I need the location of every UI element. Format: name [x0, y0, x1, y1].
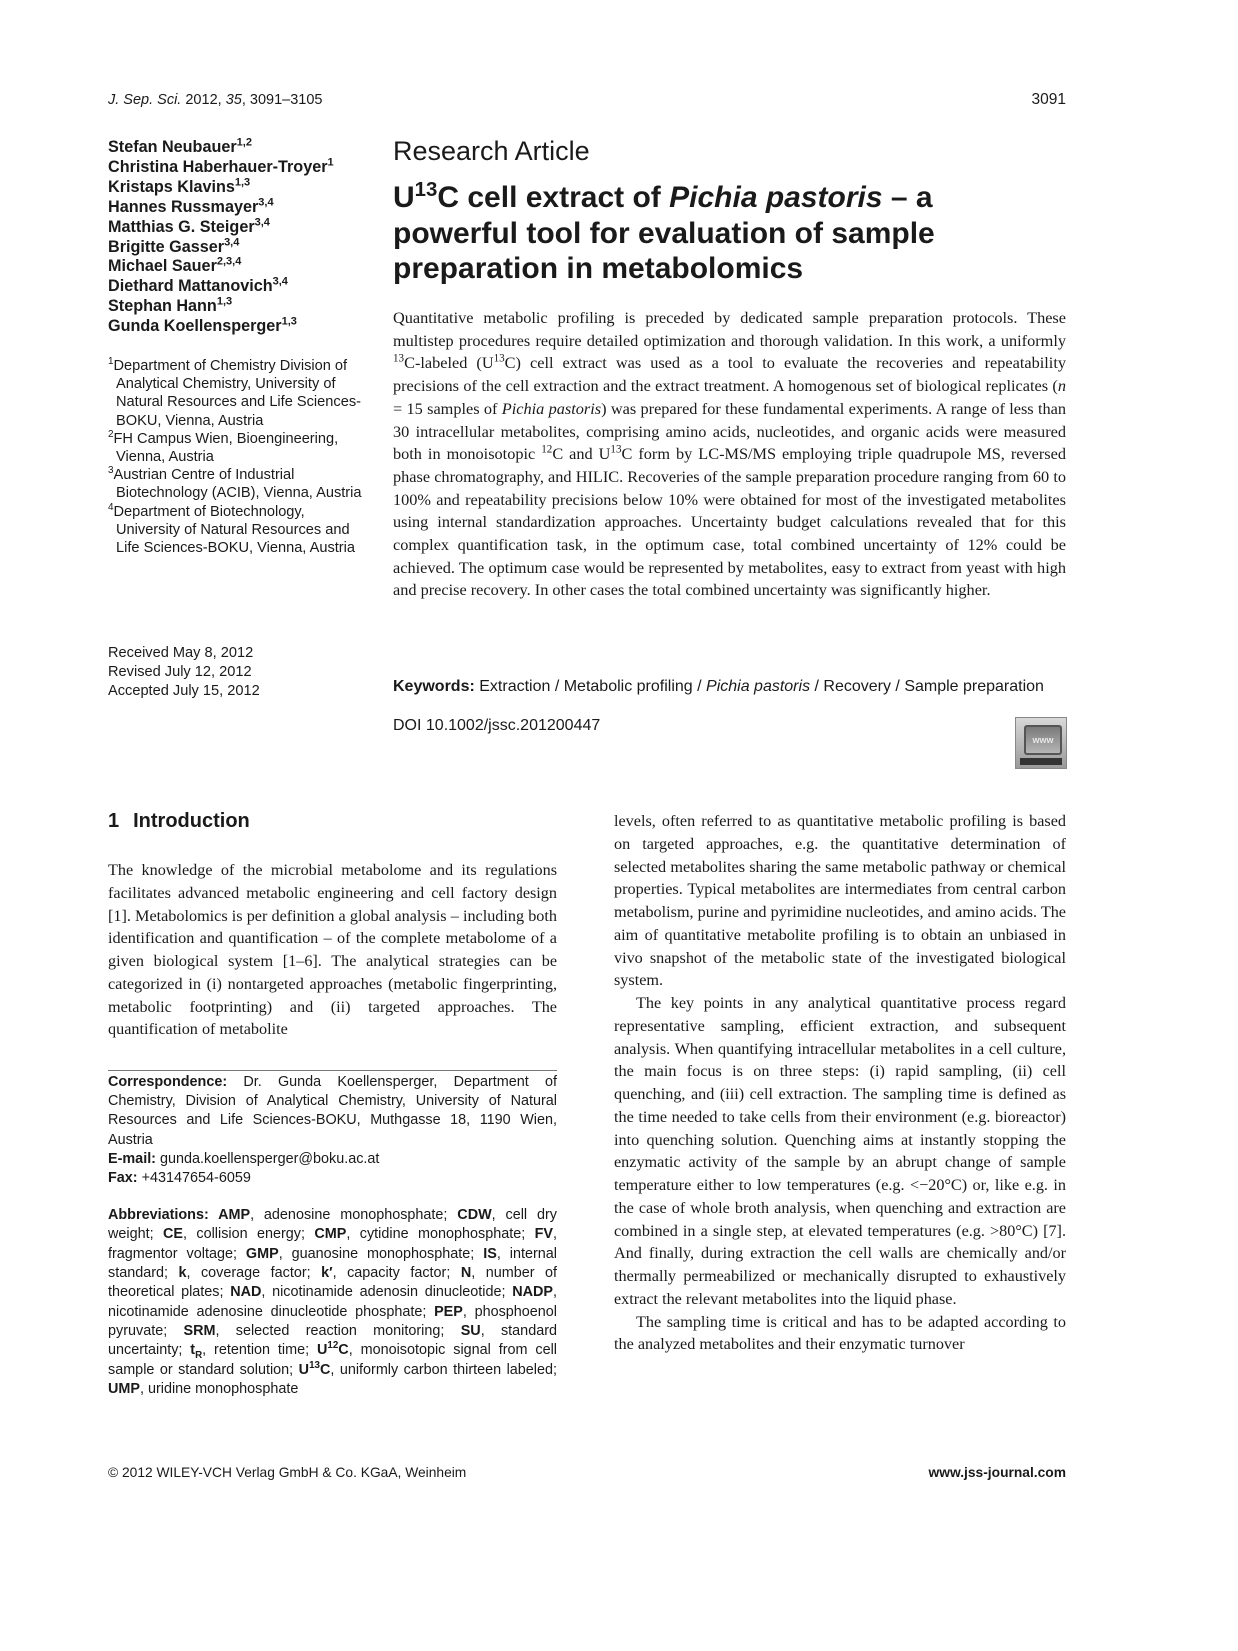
paragraph: [108, 859, 557, 1041]
text-run: 1,3: [281, 315, 297, 328]
abstract: [393, 307, 1066, 602]
text-run: Matthias G. Steiger: [108, 217, 255, 236]
text-run: ) was prepared for these fundamental experiments. A range of less than 30 intracellular metabolites, comprising amino acids, nucleotides, and organic acids were measured both in monoisotopic: [393, 398, 1066, 464]
text-run: 1,3: [216, 295, 233, 308]
text-run: The knowledge of the microbial metabolome and its regulations facilitates advanced metabolic engineering and cell factory design [1]. Metabolomics is per definition a global analysis – including both identification and quantification – of the complete metabolome of a given biological system [1–6]. The analytical strategies can be categorized in (i) nontargeted approaches (metabolic fingerprinting, metabolic footprinting) and (ii) targeted approaches. The quantification of metabolite: [108, 861, 557, 1039]
text-run: C: [319, 1361, 331, 1378]
text-run: R: [195, 1350, 203, 1362]
revised-date: Revised July 12, 2012: [108, 664, 252, 681]
text-run: IS: [483, 1245, 497, 1262]
text-run: C and U: [552, 444, 611, 464]
text-run: , standard uncertainty;: [108, 1323, 557, 1359]
text-run: J. Sep. Sci.: [108, 92, 182, 108]
text-run: N: [460, 1265, 472, 1282]
received-date: Received May 8, 2012: [108, 645, 254, 661]
paragraph: [614, 810, 1066, 992]
running-head: [108, 92, 322, 108]
text-run: Kristaps Klavins: [108, 177, 235, 196]
text-run: U: [393, 181, 415, 214]
text-run: 3,4: [224, 236, 240, 249]
text-run: , number of theoretical plates;: [108, 1265, 558, 1301]
text-run: 13: [393, 352, 405, 365]
article-title: [393, 180, 1053, 287]
text-run: C-labeled (U: [404, 353, 494, 373]
text-run: UMP: [108, 1381, 140, 1398]
text-run: , capacity factor;: [332, 1265, 461, 1282]
text-run: , fragmentor voltage;: [108, 1226, 557, 1262]
text-run: Stefan Neubauer: [108, 138, 237, 156]
keyboard-shape: [1020, 758, 1062, 765]
left-column-text: [108, 859, 557, 1041]
text-run: k: [178, 1265, 187, 1282]
text-run: 2012,: [181, 92, 226, 108]
text-run: GMP: [245, 1245, 279, 1262]
paragraph: [614, 992, 1066, 1311]
correspondence: [108, 1073, 557, 1188]
text-run: The key points in any analytical quantitative process regard representative sampling, efficient extraction, and subsequent analysis. When quantifying intracellular metabolites in a cell culture, the main focus is on three steps: (i) rapid sampling, (ii) cell quenching, and (iii) cell extraction. The sampling time is defined as the time needed to take cells from their environment (e.g. bioreactor) into quenching solution. Quenching aims at instantly stopping the enzymatic activity of the sample by an abrupt change of sample temperature either to low temperatures (e.g. <−20°C) or, like e.g. in the case of whole broth analysis, when quenching and extraction are combined in a single step, at elevated temperatures (e.g. >80°C) [7]. And finally, during extraction the cell walls are chemically and/or thermally permeabilized or mechanically disrupted to exhaustively extract the relevant metabolites into the liquid phase.: [614, 994, 1066, 1308]
text-run: , cell dry weight;: [108, 1207, 557, 1243]
text-run: Brigitte Gasser: [108, 237, 225, 256]
footnote-divider: [108, 1070, 557, 1071]
text-run: Pichia pastoris: [706, 678, 811, 695]
text-run: 1: [108, 356, 114, 368]
text-run: Extraction / Metabolic profiling /: [474, 678, 707, 695]
text-run: 2,3,4: [216, 256, 242, 269]
text-run: U: [317, 1342, 328, 1359]
www-computer-icon[interactable]: [1015, 717, 1067, 769]
text-run: 1,3: [234, 176, 251, 189]
text-run: – a powerful tool for evaluation of sample preparation in metabolomics: [393, 181, 935, 285]
text-run: 12: [541, 443, 553, 456]
text-run: 35: [225, 92, 242, 108]
text-run: gunda.koellensperger@boku.ac.at: [155, 1150, 380, 1167]
keywords: [393, 677, 1066, 697]
text-run: , cytidine monophosphate;: [346, 1226, 535, 1243]
text-run: Fax:: [108, 1170, 138, 1187]
text-run: +43147654-6059: [137, 1170, 251, 1187]
text-run: , monoisotopic signal from cell sample or standard solution;: [108, 1342, 557, 1378]
affiliations: [108, 357, 368, 557]
text-run: , selected reaction monitoring;: [215, 1323, 461, 1340]
text-run: 13: [414, 179, 438, 201]
abbreviations: [108, 1206, 557, 1399]
text-run: Stephan Hann: [108, 297, 217, 316]
affiliation: [108, 503, 368, 558]
text-run: Michael Sauer: [108, 257, 217, 276]
text-run: FH Campus Wien, Bioengineering, Vienna, Austria: [113, 430, 339, 466]
correspondence-fax: [108, 1169, 557, 1188]
text-run: Diethard Mattanovich: [108, 277, 273, 296]
text-run: PEP: [434, 1303, 463, 1320]
section-heading-introduction: [108, 810, 250, 833]
text-run: Gunda Koellensperger: [108, 317, 282, 336]
text-run: C: [338, 1342, 349, 1359]
text-run: Christina Haberhauer-Troyer: [108, 157, 328, 176]
correspondence-email[interactable]: [108, 1150, 557, 1169]
author-list: [108, 138, 334, 337]
text-run: 12: [327, 1340, 339, 1352]
affiliation: [108, 430, 368, 466]
paragraph: [614, 1311, 1066, 1357]
section-number: 1: [108, 810, 120, 832]
journal-website-link[interactable]: www.jss-journal.com: [928, 1465, 1066, 1480]
text-run: 4: [108, 501, 114, 513]
text-run: , adenosine monophosphate;: [250, 1207, 458, 1223]
author: [108, 257, 334, 277]
text-run: FV: [534, 1226, 553, 1243]
doi-link[interactable]: DOI 10.1002/jssc.201200447: [393, 717, 601, 734]
copyright: © 2012 WILEY-VCH Verlag GmbH & Co. KGaA, Weinheim: [108, 1465, 467, 1480]
page-number: 3091: [1031, 91, 1066, 108]
author: [108, 277, 334, 297]
text-run: Quantitative metabolic profiling is preceded by dedicated sample preparation protocols. These multistep procedures require detailed optimization and thorough validation. In this work, a uniformly: [393, 308, 1066, 350]
text-run: , uniformly carbon thirteen labeled;: [330, 1361, 558, 1378]
text-run: , phosphoenol pyruvate;: [108, 1303, 558, 1340]
text-run: SU: [460, 1323, 481, 1340]
text-run: NADP: [512, 1284, 553, 1301]
text-run: , nicotinamide adenosin dinucleotide;: [261, 1284, 513, 1301]
article-dates: [108, 644, 260, 702]
text-run: Hannes Russmayer: [108, 197, 259, 216]
text-run: , 3091–3105: [241, 92, 323, 108]
text-run: SRM: [183, 1323, 216, 1340]
text-run: 3,4: [272, 275, 288, 288]
text-run: , nicotinamide adenosine dinucleotide phosphate;: [108, 1284, 557, 1320]
text-run: Dr. Gunda Koellensperger, Department of Chemistry, Division of Analytical Chemistry, University of Natural Resources and Life Sciences-BOKU, Muthgasse 18, 1190 Wien, Austria: [108, 1074, 557, 1148]
text-run: C) cell extract was used as a tool to evaluate the recoveries and repeatability precisions of the cell extraction and the extract treatment. A homogenous set of biological replicates (: [393, 353, 1066, 396]
text-run: / Recovery / Sample preparation: [810, 678, 1044, 695]
text-run: 2: [108, 428, 114, 440]
text-run: Department of Biotechnology, University of Natural Resources and Life Sciences-BOKU, Vienna, Austria: [113, 503, 356, 557]
text-run: n: [1057, 376, 1066, 396]
text-run: NAD: [230, 1284, 262, 1301]
author: [108, 178, 334, 198]
author: [108, 138, 334, 158]
text-run: The sampling time is critical and has to be adapted according to the analyzed metabolites and their enzymatic turnover: [614, 1312, 1066, 1354]
affiliation: [108, 466, 368, 502]
author: [108, 158, 334, 178]
author: [108, 198, 334, 218]
text-run: Pichia pastoris: [669, 181, 883, 214]
text-run: , coverage factor;: [186, 1265, 322, 1282]
text-run: 13: [309, 1359, 320, 1371]
text-run: C cell extract of: [437, 181, 670, 214]
text-run: Abbreviations: AMP: [108, 1207, 251, 1223]
text-run: , guanosine monophosphate;: [278, 1245, 484, 1262]
text-run: 13: [493, 352, 505, 365]
section-title: Introduction: [133, 810, 250, 832]
article-type: Research Article: [393, 136, 590, 166]
text-run: CDW: [457, 1207, 492, 1223]
text-run: 1,2: [236, 136, 252, 149]
text-run: 13: [610, 443, 622, 456]
author: [108, 218, 334, 238]
accepted-date: Accepted July 15, 2012: [108, 683, 260, 700]
affiliation: [108, 357, 368, 430]
text-run: 3,4: [254, 216, 270, 229]
text-run: E-mail:: [108, 1150, 156, 1167]
text-run: Department of Chemistry Division of Analytical Chemistry, University of Natural Resources and Life Sciences-BOKU, Vienna, Austria: [113, 358, 361, 429]
text-run: , internal standard;: [108, 1245, 558, 1282]
author: [108, 317, 334, 337]
text-run: , uridine monophosphate: [139, 1381, 299, 1398]
text-run: Correspondence:: [108, 1074, 228, 1090]
author: [108, 238, 334, 258]
correspondence-address: [108, 1073, 557, 1150]
text-run: k′: [321, 1265, 333, 1282]
text-run: 3,4: [258, 196, 274, 209]
text-run: levels, often referred to as quantitative metabolic profiling is based on targeted approaches, e.g. the quantitative determination of selected metabolites sharing the same metabolic pathway or chemical properties. Typical metabolites are intermediates from central carbon metabolism, purine and pyrimidine nucleotides, and amino acids. The aim of quantitative metabolite profiling is to obtain an unbiased in vivo snapshot of the metabolic state of the investigated biological system.: [614, 812, 1066, 990]
author: [108, 297, 334, 317]
text-run: CMP: [314, 1226, 347, 1243]
text-run: 3: [108, 465, 114, 477]
right-column-text: [614, 810, 1066, 1356]
www-icon-label: www: [1024, 725, 1062, 755]
text-run: , collision energy;: [183, 1226, 315, 1243]
text-run: = 15 samples of: [393, 398, 502, 418]
text-run: CE: [163, 1226, 183, 1243]
text-run: 1: [327, 156, 334, 169]
text-run: , retention time;: [202, 1342, 317, 1359]
text-run: C form by LC-MS/MS employing triple quadrupole MS, reversed phase chromatography, and HILIC. Recoveries of the sample preparation procedure ranging from 60 to 100% and repeatability precisions below 10% were obtained for most of the investigated metabolites using internal standardization approaches. Uncertainty budget calculations revealed that for this complex quantification task, in the optimum case, total combined uncertainty of 12% could be achieved. The optimum case would be represented by metabolites, easy to extract from yeast with high and precise recovery. In other cases the total combined uncertainty was significantly higher.: [393, 444, 1067, 600]
text-run: Keywords:: [393, 678, 475, 695]
text-run: t: [190, 1342, 196, 1359]
text-run: Austrian Centre of Industrial Biotechnology (ACIB), Vienna, Austria: [113, 467, 362, 502]
text-run: U: [298, 1361, 310, 1378]
text-run: Pichia pastoris: [501, 398, 602, 418]
